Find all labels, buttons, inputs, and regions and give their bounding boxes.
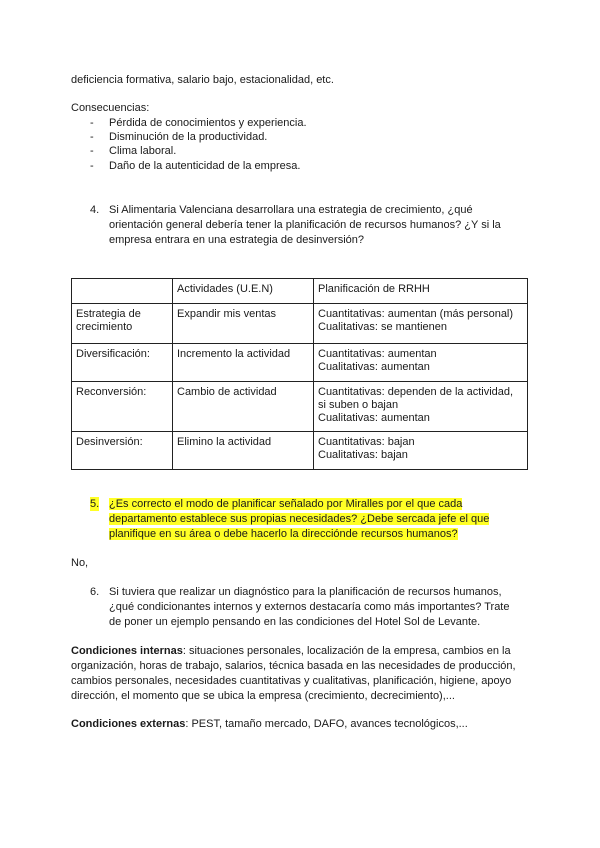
list-bullet: - (90, 145, 94, 157)
list-bullet: - (90, 131, 94, 143)
list-item: Pérdida de conocimientos y experiencia. (109, 117, 307, 129)
cell-line: Cualitativas: bajan (318, 449, 408, 461)
internal-text: dirección, el momento que se ubica la empresa (crecimiento, decrecimiento),... (71, 690, 455, 702)
table-row (72, 304, 528, 344)
cell-line: Cuantitativas: bajan (318, 436, 415, 448)
internal-text: cambios personales, necesidades cuantitativas y cualitativas, planificación, higiene, apoyo (71, 675, 512, 687)
cell-line: Cuantitativas: dependen de la actividad, (318, 386, 514, 398)
question-number: 5. (90, 498, 100, 510)
cell-line: Cuantitativas: aumentan (más personal) (318, 308, 514, 320)
external-label: Condiciones externas (71, 718, 186, 730)
cell-line: crecimiento (76, 321, 133, 333)
list-item: Clima laboral. (109, 145, 177, 157)
cell-line: si suben o bajan (318, 399, 399, 411)
cell-line: Cualitativas: aumentan (318, 412, 430, 424)
table-header-cell (72, 279, 173, 304)
internal-text: organización, horas de trabajo, salarios, técnica basada en las necesidades de producción, (71, 660, 516, 672)
planning-cell (314, 304, 528, 344)
strategy-cell: Desinversión: (72, 432, 173, 470)
external-text: : PEST, tamaño mercado, DAFO, avances tecnológicos,... (185, 718, 468, 730)
strategy-cell (72, 304, 173, 344)
table-header-row (72, 279, 528, 304)
cell-line: Estrategia de (76, 308, 141, 320)
planning-table (71, 278, 528, 470)
answer-5: No, (71, 557, 89, 569)
question-number: 4. (90, 204, 100, 216)
internal-label: Condiciones internas (71, 645, 183, 657)
consequences-heading: Consecuencias: (71, 102, 150, 114)
question-line: empresa entrara en una estrategia de desinversión? (109, 234, 364, 246)
cell-line: Cualitativas: aumentan (318, 361, 430, 373)
table-header-cell: Actividades (U.E.N) (173, 279, 314, 304)
question-number: 6. (90, 586, 100, 598)
table-header-cell: Planificación de RRHH (314, 279, 528, 304)
question-line: Si Alimentaria Valenciana desarrollara una estrategia de crecimiento, ¿qué (109, 204, 473, 216)
table-row (72, 382, 528, 432)
list-item: Disminución de la productividad. (109, 131, 268, 143)
question-line: Si tuviera que realizar un diagnóstico para la planificación de recursos humanos, (109, 586, 502, 598)
table-row (72, 432, 528, 470)
table-row (72, 344, 528, 382)
external-conditions (71, 717, 468, 731)
cell-line: Cuantitativas: aumentan (318, 348, 437, 360)
planning-cell (314, 344, 528, 382)
activity-cell: Incremento la actividad (173, 344, 314, 382)
internal-text: : situaciones personales, localización de la empresa, cambios en la (182, 645, 511, 657)
activity-cell: Cambio de actividad (173, 382, 314, 432)
planning-cell (314, 432, 528, 470)
strategy-cell: Reconversión: (72, 382, 173, 432)
question-line: ¿qué condicionantes internos y externos destacaría como más importantes? Trate (109, 601, 510, 613)
activity-cell: Expandir mis ventas (173, 304, 314, 344)
strategy-cell: Diversificación: (72, 344, 173, 382)
intro-line: deficiencia formativa, salario bajo, estacionalidad, etc. (71, 74, 334, 86)
question-line: departamento establece sus propias necesidades? ¿Debe sercada jefe el que (109, 513, 490, 525)
question-line: ¿Es correcto el modo de planificar señalado por Miralles por el que cada (109, 498, 463, 510)
cell-line: Cualitativas: se mantienen (318, 321, 448, 333)
question-line: orientación general debería tener la planificación de recursos humanos? ¿Y si la (109, 219, 501, 231)
activity-cell: Elimino la actividad (173, 432, 314, 470)
list-item: Daño de la autenticidad de la empresa. (109, 160, 301, 172)
list-bullet: - (90, 160, 94, 172)
list-bullet: - (90, 117, 94, 129)
planning-cell (314, 382, 528, 432)
question-line: planifique en su área o debe hacerlo la direcciónde recursos humanos? (109, 528, 458, 540)
question-line: de poner un ejemplo pensando en las condiciones del Hotel Sol de Levante. (109, 616, 481, 628)
